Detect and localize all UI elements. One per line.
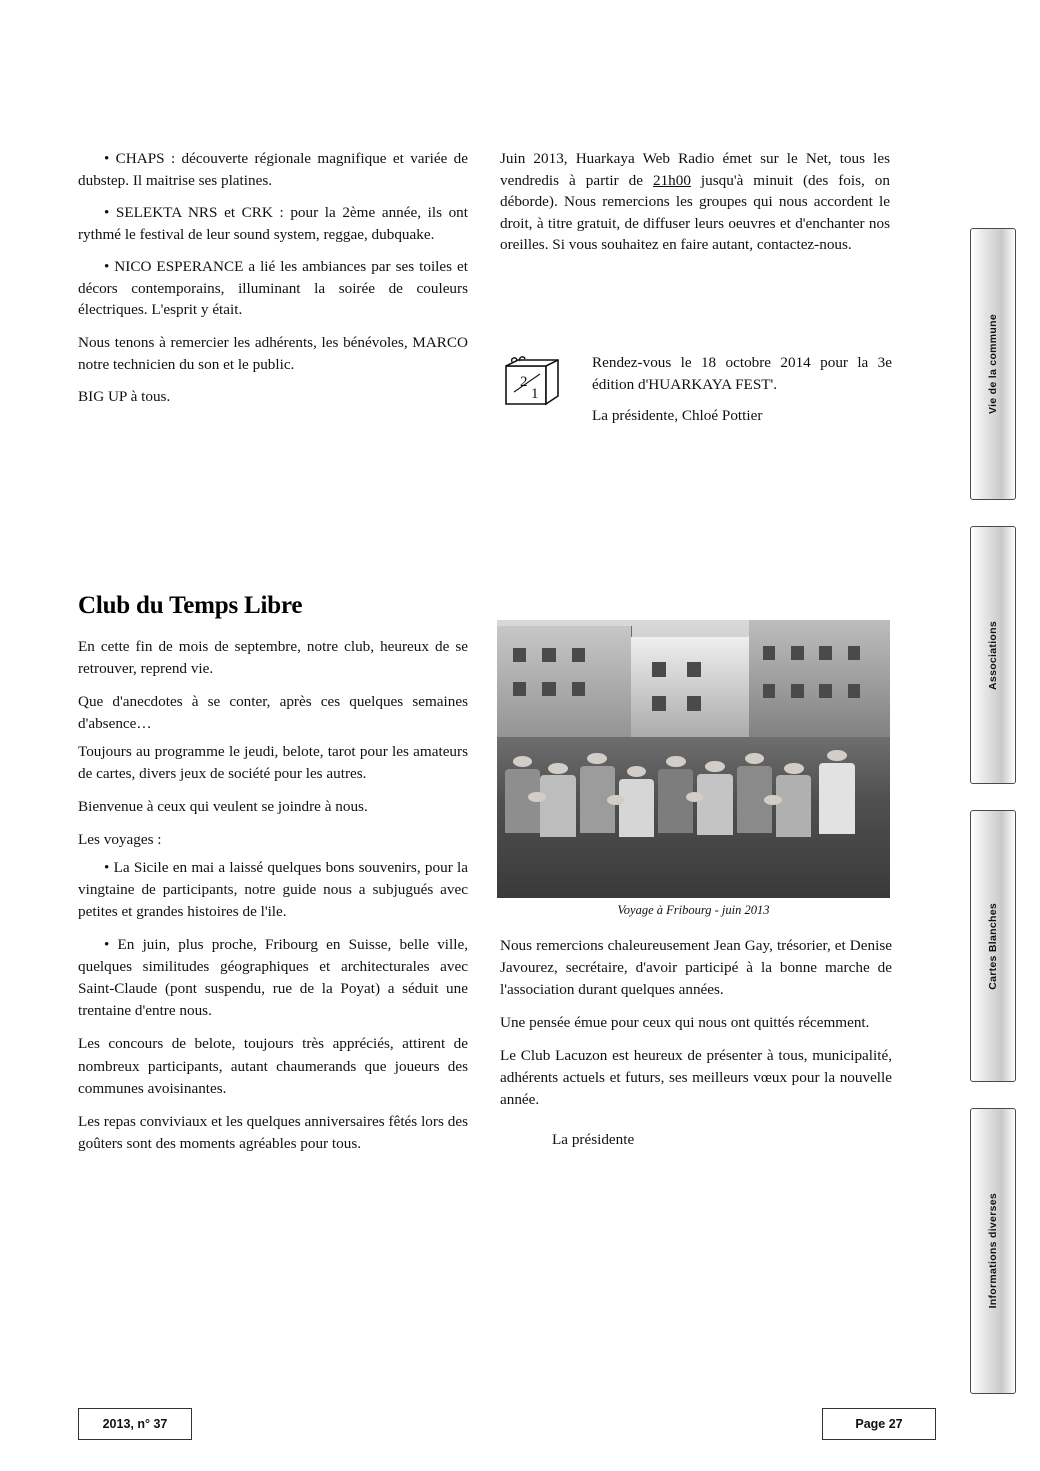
paragraph-rendezvous: Rendez-vous le 18 octobre 2014 pour la 3e édition d'HUARKAYA FEST'. bbox=[592, 354, 892, 393]
group-photo bbox=[497, 620, 890, 898]
page-number-label: Page 27 bbox=[855, 1417, 903, 1431]
club-paragraph-4: Bienvenue à ceux qui veulent se joindre à nous. bbox=[78, 798, 368, 816]
club-paragraph-belote: Les concours de belote, toujours très appréciés, attirent de nombreux participants, autant chaumerands que joueurs des communes avoisinantes. bbox=[78, 1035, 468, 1097]
signature-presidente-huarkaya: La présidente, Chloé Pottier bbox=[592, 407, 763, 425]
side-tab-label: Informations diverses bbox=[987, 1193, 999, 1309]
side-tab-strip bbox=[970, 228, 1018, 1420]
issue-number-label: 2013, n° 37 bbox=[102, 1417, 168, 1431]
club-paragraph-voyages-label: Les voyages : bbox=[78, 831, 162, 849]
side-tab-vie-de-la-commune[interactable] bbox=[970, 228, 1016, 500]
right-column-top bbox=[500, 148, 890, 267]
svg-text:2: 2 bbox=[520, 374, 528, 390]
left-column-top bbox=[78, 148, 468, 419]
side-tab-informations-diverses[interactable] bbox=[970, 1108, 1016, 1394]
paragraph-bigup: BIG UP à tous. bbox=[78, 388, 171, 406]
left-column-bottom bbox=[78, 636, 468, 1166]
radio-text-part2: jusqu'à minuit (des fois, on déborde). Nous remercions les groupes qui nous accordent le droit, à titre gratuit, de diffuser leurs oeuvres et d'enchanter nos oreilles. Si vous souhaitez en faire autant, contactez-nous. bbox=[500, 171, 890, 254]
calendar-icon bbox=[500, 352, 572, 414]
paragraph-nico-esperance: • NICO ESPERANCE a lié les ambiances par ses toiles et décors contemporains, illuminant la soirée de couleurs électriques. L'esprit y était. bbox=[78, 258, 468, 319]
page-number-box bbox=[822, 1408, 936, 1440]
paragraph-chaps: • CHAPS : découverte régionale magnifique et variée de dubstep. Il maitrise ses platines. bbox=[78, 150, 468, 189]
radio-text-part1: Juin 2013, Huarkaya Web Radio émet sur le Net, tous les vendredis à partir de bbox=[500, 150, 890, 189]
club-paragraph-1: En cette fin de mois de septembre, notre club, heureux de se retrouver, reprend vie. bbox=[78, 638, 468, 678]
svg-text:1: 1 bbox=[531, 386, 539, 402]
radio-time: 21h00 bbox=[652, 171, 691, 189]
side-tab-label: Associations bbox=[987, 620, 999, 690]
club-memory-paragraph: Une pensée émue pour ceux qui nous ont quittés récemment. bbox=[500, 1014, 870, 1032]
photo-block bbox=[497, 620, 890, 918]
club-paragraph-sicile: • La Sicile en mai a laissé quelques bons souvenirs, pour la vingtaine de participants, notre guide nous a subjugués avec petites et grandes histoires de l'ile. bbox=[78, 859, 468, 921]
club-paragraph-fribourg: • En juin, plus proche, Fribourg en Suisse, belle ville, quelques similitudes géographiques et architecturales avec Saint-Claude (pont suspendu, rue de la Poyat) a séduit une trentaine d'entre nous. bbox=[78, 936, 468, 1020]
paragraph-remerciements: Nous tenons à remercier les adhérents, les bénévoles, MARCO notre technicien du son et le public. bbox=[78, 334, 468, 373]
side-tab-associations[interactable] bbox=[970, 526, 1016, 784]
club-wishes-paragraph: Le Club Lacuzon est heureux de présenter à tous, municipalité, adhérents actuels et futurs, ses meilleurs vœux pour la nouvelle année. bbox=[500, 1047, 892, 1109]
side-tab-label: Cartes Blanches bbox=[987, 902, 999, 990]
club-thanks-paragraph: Nous remercions chaleureusement Jean Gay, trésorier, et Denise Javourez, secrétaire, d'avoir participé à la bonne marche de l'association durant quelques années. bbox=[500, 937, 892, 999]
rendezvous-block bbox=[500, 352, 892, 425]
side-tab-cartes-blanches[interactable] bbox=[970, 810, 1016, 1082]
photo-caption: Voyage à Fribourg - juin 2013 bbox=[617, 903, 770, 917]
club-paragraph-3: Toujours au programme le jeudi, belote, tarot pour les amateurs de cartes, divers jeux de société pour les autres. bbox=[78, 743, 468, 783]
signature-presidente-club: La présidente bbox=[552, 1131, 635, 1149]
paragraph-huarkaya-radio bbox=[500, 148, 890, 256]
section-title-club-temps-libre: Club du Temps Libre bbox=[78, 592, 303, 619]
side-tab-label: Vie de la commune bbox=[987, 313, 999, 415]
club-paragraph-2: Que d'anecdotes à se conter, après ces quelques semaines d'absence… bbox=[78, 693, 468, 733]
paragraph-selekta: • SELEKTA NRS et CRK : pour la 2ème année, ils ont rythmé le festival de leur sound system, reggae, dubquake. bbox=[78, 204, 468, 243]
club-paragraph-repas: Les repas conviviaux et les quelques anniversaires fêtés lors des goûters sont des moments agréables pour tous. bbox=[78, 1112, 468, 1152]
issue-number-box bbox=[78, 1408, 192, 1440]
right-column-bottom bbox=[500, 935, 892, 1162]
